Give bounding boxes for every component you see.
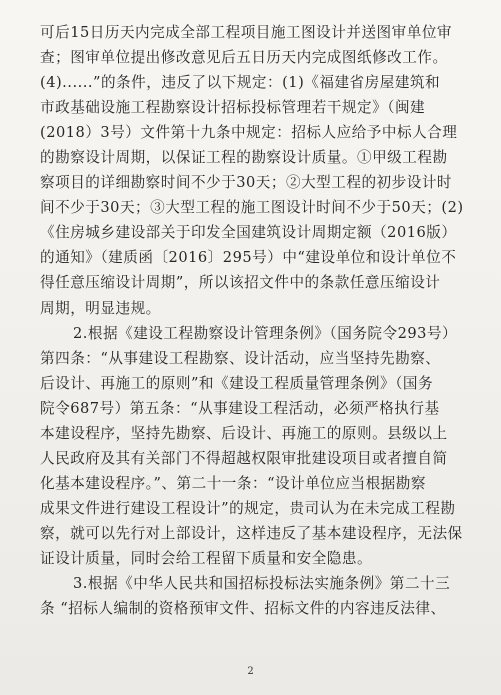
text-line-2: 查；图审单位提出修改意见后五日历天内完成图纸修改工作。 xyxy=(40,49,448,67)
text-line-14: 第四条：“从事建设工程勘察、设计活动，应当坚持先勘察、 xyxy=(40,349,441,367)
document-body xyxy=(40,20,480,621)
text-line-17: 本建设程序，坚持先勘察、后设计、再施工的原则。县级以上 xyxy=(40,424,448,442)
text-line-3: (4)......”的条件，违反了以下规定：(1)《福建省房屋建筑和 xyxy=(40,74,441,92)
text-line-13: 2.根据《建设工程勘察设计管理条例》（国务院令293号） xyxy=(73,324,458,342)
text-line-20: 成果文件进行建设工程设计”的规定，贵司认为在未完成工程勘 xyxy=(40,499,456,517)
page-number: 2 xyxy=(247,666,254,677)
text-line-21: 察，就可以先行对上部设计，这样违反了基本建设程序，无法保 xyxy=(40,524,463,542)
text-line-22: 证设计质量，同时会给工程留下质量和安全隐患。 xyxy=(40,549,373,567)
text-line-8: 间不少于30天；③大型工程的施工图设计时间不少于50天；(2) xyxy=(40,199,464,217)
text-line-11: 得任意压缩设计周期”，所以该招文件中的条款任意压缩设计 xyxy=(40,274,441,292)
text-line-9: 《住房城乡建设部关于印发全国建筑设计周期定额（2016版） xyxy=(40,224,457,242)
text-line-4: 市政基础设施工程勘察设计招标投标管理若干规定》（闽建 xyxy=(40,99,426,117)
text-line-15: 后设计、再施工的原则”和《建设工程质量管理条例》（国务 xyxy=(40,374,434,392)
text-line-19: 化基本建设程序。”、第二十一条：“设计单位应当根据勘察 xyxy=(40,474,426,492)
text-line-16: 院令687号）第五条：“从事建设工程活动，必须严格执行基 xyxy=(40,399,440,417)
text-line-10: 的通知》（建质函〔2016〕295号）中“建设单位和设计单位不 xyxy=(40,249,457,267)
text-line-23: 3.根据《中华人民共和国招标投标法实施条例》第二十三 xyxy=(73,575,451,593)
text-line-24: 条 “招标人编制的资格预审文件、招标文件的内容违反法律、 xyxy=(40,600,446,618)
text-line-1: 可后15日历天内完成全部工程项目施工图设计并送图审单位审 xyxy=(40,24,453,41)
text-line-18: 人民政府及其有关部门不得超越权限审批建设项目或者擅自简 xyxy=(40,449,448,467)
text-line-5: (2018）3号）文件第十九条中规定：招标人应给予中标人合理 xyxy=(40,124,458,142)
text-line-7: 察项目的详细勘察时间不少于30天；②大型工程的初步设计时 xyxy=(40,174,453,192)
text-line-12: 周期，明显违规。 xyxy=(40,299,161,317)
text-line-6: 的勘察设计周期，以保证工程的勘察设计质量。①甲级工程勘 xyxy=(40,149,448,167)
